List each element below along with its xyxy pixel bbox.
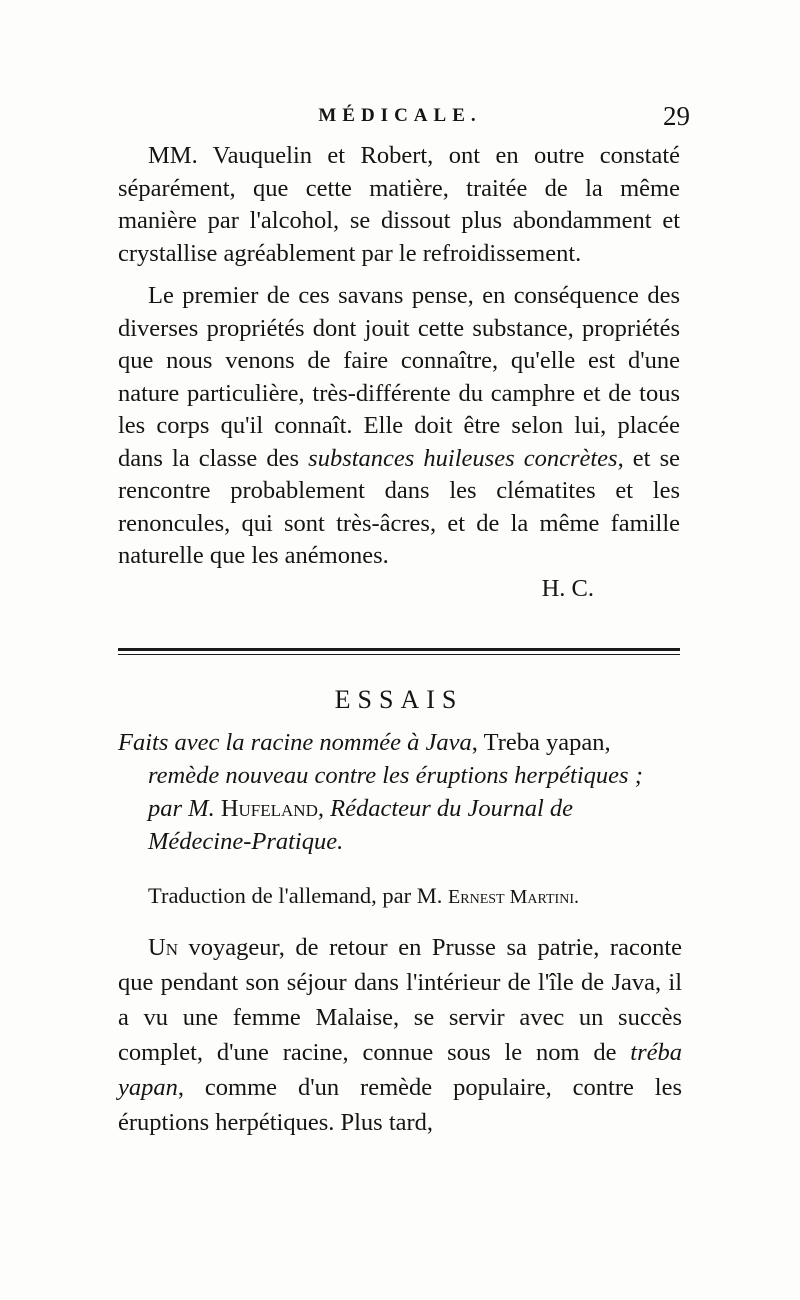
paragraph-premier [118,280,680,573]
paragraph-text [118,280,680,573]
page-header [110,98,690,134]
section-title: ESSAIS [334,685,464,714]
paragraph-vauquelin [118,140,680,270]
subtitle-line-1 [118,726,684,759]
section-subtitle [118,726,684,858]
paragraph-voyageur [118,930,682,1140]
paragraph-text-start: Le premier de ces savans pense, en conséquence des diverses propriétés dont jouit cette substance, propriétés que nous venons de faire connaître, qu'elle est d'une nature particulière, très-différente du camphre et de tous les corps qu'il connaît. Elle doit être selon lui, placée dans la classe des [118,282,680,472]
paragraph-text-end: , et se rencontre probablement dans les clématites et les renoncules, qui sont très-âcres, et de la même famille naturelle que les anémones. [118,444,680,569]
paragraph-text [118,930,682,1140]
translator-name: Ernest Martini. [448,886,579,908]
section-divider-thin [118,654,680,655]
subtitle-line-2: remède nouveau contre les éruptions herpétiques ; [148,762,643,789]
paragraph-text-start: voyageur, de retour en Prusse sa patrie, raconte que pendant son séjour dans l'intérieur de l'île de Java, il a vu une femme Malaise, se servir avec un succès complet, d'une racine, connue sous le nom de [118,934,682,1066]
translation-credit [148,880,688,913]
paragraph-text-end: , comme d'un remède populaire, contre les éruptions herpétiques. Plus tard, [118,1074,682,1136]
opening-word: Un [148,934,178,961]
subtitle-line-3 [118,792,684,825]
subtitle-upright-part: , Treba yapan, [471,729,611,756]
italic-term: substances huileuses concrètes [308,444,618,472]
section-divider-thick [118,648,680,651]
page-number: 29 [663,101,690,131]
running-head: MÉDICALE. [318,105,482,126]
subtitle-author: Hufeland [220,795,318,822]
paragraph-text: MM. Vauquelin et Robert, ont en outre constaté séparément, que cette matière, traitée de la même manière par l'alcohol, se dissout plus abondamment et crystallise agréablement par le refroidissement. [118,142,680,267]
subtitle-italic-part: Faits avec la racine nommée à Java [118,729,472,756]
italic-term: tréba yapan [118,1039,682,1101]
subtitle-par: par M. [148,795,221,822]
signature-initials: H. C. [541,575,594,602]
translation-prefix: Traduction de l'allemand, par M. [148,883,449,908]
subtitle-line-4: Médecine-Pratique. [148,828,344,855]
signature-line [118,572,680,606]
subtitle-role: , Rédacteur du Journal de [317,795,574,822]
